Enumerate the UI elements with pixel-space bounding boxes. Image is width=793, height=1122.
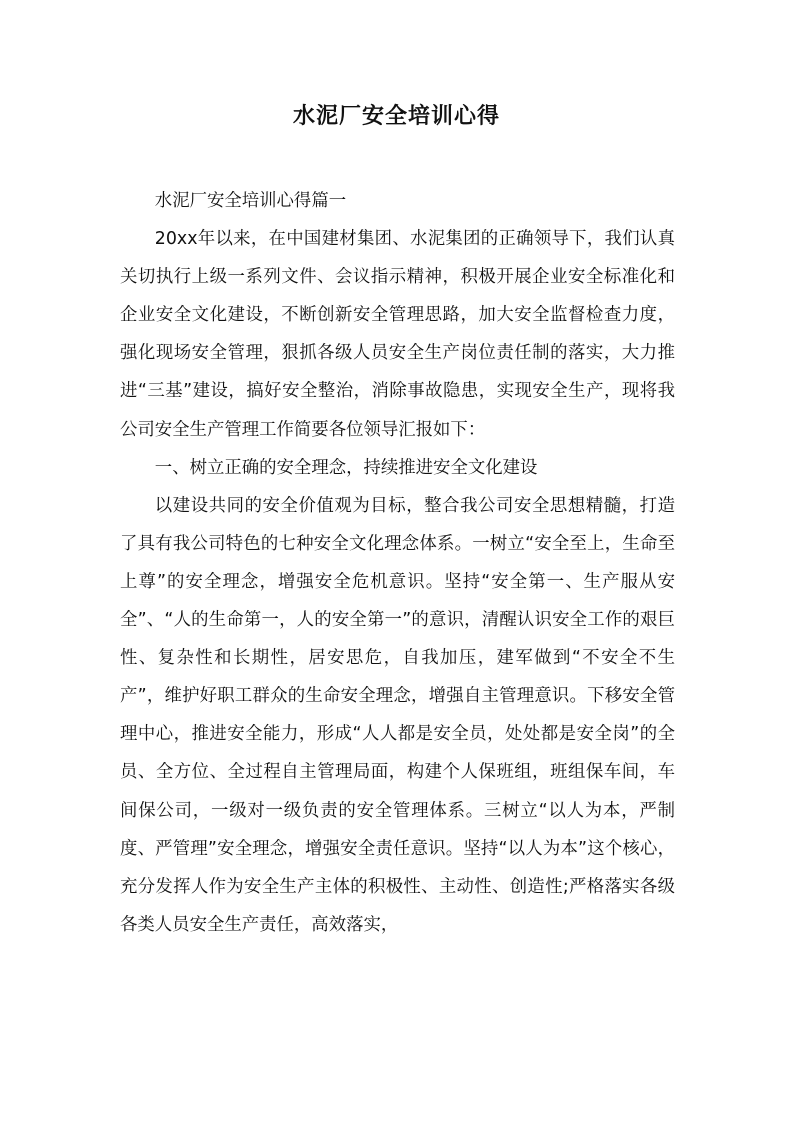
- document-body: [120, 182, 675, 944]
- section-heading: 水泥厂安全培训心得篇一: [154, 191, 347, 211]
- section-one-heading: 一、树立正确的安全理念，持续推进安全文化建设: [154, 457, 538, 478]
- intro-paragraph: 20xx年以来，在中国建材集团、水泥集团的正确领导下，我们认真关切执行上级一系列文件、会议指示精神，积极开展企业安全标准化和企业安全文化建设，不断创新安全管理思路，加大安全监督检查力度，强化现场安全管理，狠抓各级人员安全生产岗位责任制的落实，大力推进“三基”建设，搞好安全整治，消除事故隐患，实现安全生产，现将我公司安全生产管理工作简要各位领导汇报如下：: [120, 229, 675, 440]
- document-title: 水泥厂安全培训心得: [292, 104, 500, 129]
- body-paragraph: 以建设共同的安全价值观为目标，整合我公司安全思想精髓，打造了具有我公司特色的七种安全文化理念体系。一树立“安全至上，生命至上尊”的安全理念，增强安全危机意识。坚持“安全第一、生产服从安全”、“人的生命第一，人的安全第一”的意识，清醒认识安全工作的艰巨性、复杂性和长期性，居安思危，自我加压，建军做到“不安全不生产”，维护好职工群众的生命安全理念，增强自主管理意识。下移安全管理中心，推进安全能力，形成“人人都是安全员，处处都是安全岗”的全员、全方位、全过程自主管理局面，构建个人保班组，班组保车间，车间保公司，一级对一级负责的安全管理体系。三树立“以人为本，严制度、严管理”安全理念，增强安全责任意识。坚持“以人为本”这个核心，充分发挥人作为安全生产主体的积极性、主动性、创造性;严格落实各级各类人员安全生产责任，高效落实，: [120, 495, 675, 935]
